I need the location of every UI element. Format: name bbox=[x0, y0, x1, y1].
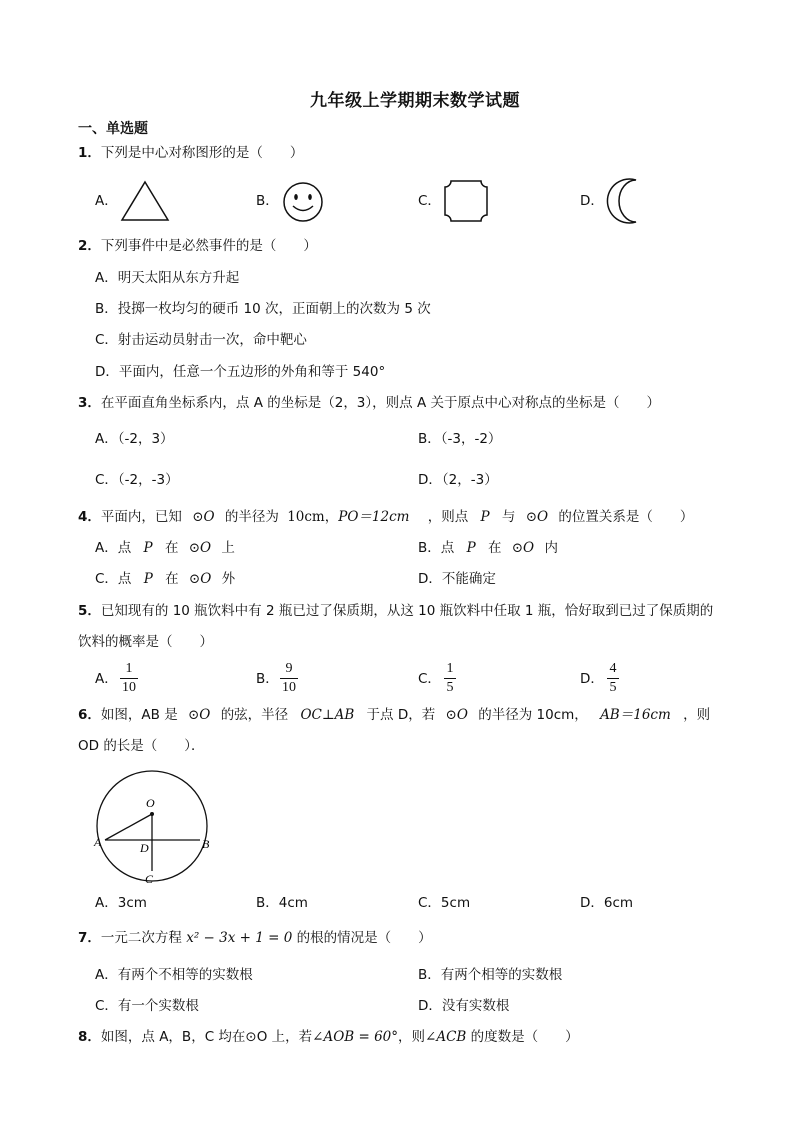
label-a: A bbox=[94, 835, 102, 849]
question-3 bbox=[78, 397, 660, 411]
triangle-figure bbox=[120, 180, 170, 222]
fraction-option-d bbox=[607, 662, 619, 695]
stem-part: ，则 bbox=[398, 1029, 426, 1045]
option-d: D．平面内，任意一个五边形的外角和等于 540° bbox=[95, 364, 386, 380]
page-title: 九年级上学期期末数学试题 bbox=[310, 91, 520, 111]
option-text: B．点 bbox=[418, 540, 455, 556]
option-b bbox=[418, 542, 558, 556]
angle-acb: ∠ACB bbox=[425, 1029, 467, 1045]
circle-o-symbol: ⊙O bbox=[188, 540, 212, 556]
numerator: 1 bbox=[125, 661, 133, 676]
chord-length: AB＝16cm bbox=[600, 707, 671, 723]
stem-part: ，则 bbox=[683, 707, 711, 723]
numerator: 9 bbox=[285, 661, 293, 676]
label-c: C bbox=[145, 872, 154, 886]
point-p: P bbox=[143, 571, 153, 587]
section-heading: 一、单选题 bbox=[78, 121, 148, 137]
option-label: D． bbox=[580, 193, 604, 209]
denominator: 5 bbox=[446, 680, 454, 695]
option-label: A． bbox=[95, 671, 118, 687]
option-a bbox=[95, 542, 235, 556]
stem-part: 平面内，已知 bbox=[100, 509, 182, 525]
question-number: 4． bbox=[78, 509, 101, 525]
option-label: D． bbox=[580, 671, 604, 687]
option-d: D．（2，-3） bbox=[418, 472, 498, 488]
circle-o-symbol: ⊙O bbox=[511, 540, 535, 556]
question-1 bbox=[78, 147, 303, 161]
option-text: 外 bbox=[221, 571, 236, 587]
option-c: C．（-2，-3） bbox=[95, 472, 179, 488]
radius-value: 10cm bbox=[287, 509, 325, 525]
stem-part: 如图，点 A，B，C 均在⊙O 上，若 bbox=[100, 1029, 313, 1045]
option-c: C．有一个实数根 bbox=[95, 998, 199, 1014]
notched-square-figure bbox=[443, 179, 489, 223]
option-c bbox=[95, 573, 235, 587]
stem-part: 的度数是（ ） bbox=[470, 1029, 579, 1045]
question-4: 4．平面内，已知 ⊙O 的半径为 10cm，PO＝12cm ，则点 P 与 ⊙O 的位置关系是（ ） bbox=[78, 509, 694, 525]
option-label: B． bbox=[256, 671, 279, 687]
stem-part: 如图，AB 是 bbox=[100, 707, 178, 723]
question-number: 5． bbox=[78, 603, 101, 619]
circle-o-symbol: ⊙O bbox=[188, 707, 211, 723]
question-2 bbox=[78, 240, 317, 254]
denominator: 5 bbox=[609, 680, 617, 695]
question-8 bbox=[78, 1031, 579, 1045]
option-label: C． bbox=[418, 193, 441, 209]
question-stem: 在平面直角坐标系内，点 A 的坐标是（2，3），则点 A 关于原点中心对称点的坐标是（ ） bbox=[100, 395, 660, 411]
stem-part: 于点 D，若 bbox=[366, 707, 436, 723]
question-number: 1． bbox=[78, 145, 101, 161]
denominator: 10 bbox=[282, 680, 296, 695]
circle-o-symbol: ⊙O bbox=[445, 707, 468, 723]
circle-o-symbol: ⊙O bbox=[192, 509, 215, 525]
question-number: 8． bbox=[78, 1029, 101, 1045]
angle-aob: ∠AOB = 60° bbox=[312, 1029, 399, 1045]
fraction-option-b bbox=[280, 662, 298, 695]
smiley-face-figure bbox=[282, 181, 324, 223]
stem-part: 的位置关系是（ ） bbox=[558, 509, 694, 525]
question-stem-continued: 饮料的概率是（ ） bbox=[78, 634, 213, 650]
question-stem: 下列是中心对称图形的是（ ） bbox=[100, 145, 304, 161]
option-b: B．4cm bbox=[256, 895, 308, 911]
circle-chord-figure bbox=[92, 770, 222, 890]
label-d: D bbox=[140, 841, 149, 855]
option-d: D．不能确定 bbox=[418, 571, 496, 587]
option-text: 内 bbox=[544, 540, 558, 556]
option-c: C．射击运动员射击一次，命中靶心 bbox=[95, 332, 307, 348]
option-text: C．点 bbox=[95, 571, 132, 587]
point-p: P bbox=[480, 509, 490, 525]
option-a: A．明天太阳从东方升起 bbox=[95, 270, 240, 286]
fraction-option-c bbox=[444, 662, 456, 695]
question-6 bbox=[78, 709, 710, 723]
option-a: A．（-2，3） bbox=[95, 431, 174, 447]
option-b: B．有两个相等的实数根 bbox=[418, 967, 563, 983]
numerator: 1 bbox=[446, 661, 454, 676]
option-text: 在 bbox=[164, 540, 179, 556]
perpendicular-expression: OC⊥AB bbox=[300, 707, 355, 723]
option-label: B． bbox=[256, 193, 279, 209]
option-label: A． bbox=[95, 193, 118, 209]
question-stem: 已知现有的 10 瓶饮料中有 2 瓶已过了保质期，从这 10 瓶饮料中任取 1 瓶，恰好取到已过了保质期的 bbox=[100, 603, 714, 619]
denominator: 10 bbox=[122, 680, 136, 695]
option-d: D．没有实数根 bbox=[418, 998, 510, 1014]
label-b: B bbox=[202, 837, 210, 851]
point-p: P bbox=[143, 540, 153, 556]
stem-part: ，则点 bbox=[427, 509, 469, 525]
label-o: O bbox=[146, 796, 155, 810]
option-a: A．3cm bbox=[95, 895, 147, 911]
option-a: A．有两个不相等的实数根 bbox=[95, 967, 253, 983]
stem-part: 的弦，半径 bbox=[220, 707, 289, 723]
crescent-moon-figure bbox=[606, 178, 642, 224]
question-7 bbox=[78, 932, 432, 946]
option-d: D．6cm bbox=[580, 895, 634, 911]
option-b: B．投掷一枚均匀的硬币 10 次，正面朝上的次数为 5 次 bbox=[95, 301, 431, 317]
option-b: B．（-3，-2） bbox=[418, 431, 502, 447]
stem-part: 的根的情况是（ ） bbox=[296, 930, 432, 946]
stem-part: 一元二次方程 bbox=[100, 930, 182, 946]
numerator: 4 bbox=[609, 661, 617, 676]
point-p: P bbox=[466, 540, 476, 556]
option-text: 在 bbox=[165, 571, 179, 587]
option-text: 上 bbox=[221, 540, 235, 556]
option-label: C． bbox=[418, 671, 441, 687]
circle-o-symbol: ⊙O bbox=[188, 571, 212, 587]
question-stem-continued: OD 的长是（ ）． bbox=[78, 738, 205, 754]
question-number: 7． bbox=[78, 930, 101, 946]
option-text: 在 bbox=[487, 540, 502, 556]
option-c: C．5cm bbox=[418, 895, 471, 911]
fraction-option-a bbox=[120, 662, 138, 695]
distance-equation: PO＝12cm bbox=[338, 509, 410, 525]
question-5 bbox=[78, 605, 713, 619]
option-text: A．点 bbox=[95, 540, 132, 556]
stem-part: 的半径为 10cm， bbox=[478, 707, 588, 723]
stem-part: 与 bbox=[501, 509, 516, 525]
question-stem: 下列事件中是必然事件的是（ ） bbox=[100, 238, 317, 254]
stem-part: 的半径为 bbox=[224, 509, 279, 525]
question-number: 2． bbox=[78, 238, 101, 254]
circle-o-symbol: ⊙O bbox=[525, 509, 549, 525]
question-number: 6． bbox=[78, 707, 101, 723]
question-number: 3． bbox=[78, 395, 101, 411]
quadratic-equation: x² − 3x + 1 = 0 bbox=[186, 930, 293, 946]
